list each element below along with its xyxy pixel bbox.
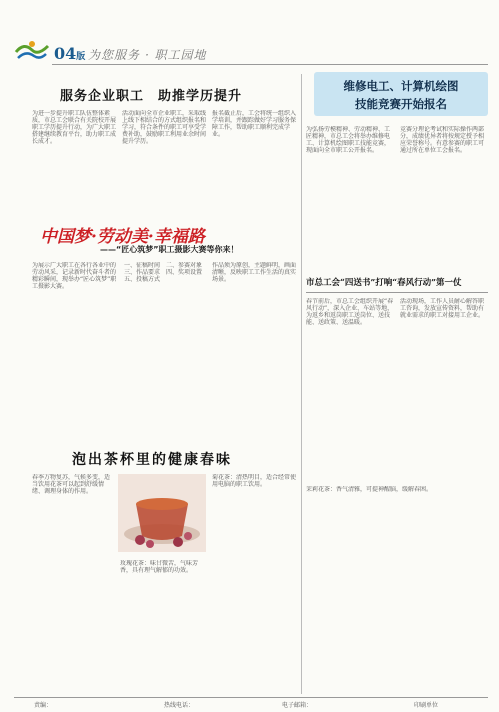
union-logo-icon: [14, 38, 50, 62]
education-text-b: 活动面向全市企业职工，采取线上线下相结合的方式组织报名和学习，符合条件的职工可享受学费补助，鼓励职工利用业余时间提升学历。: [122, 110, 207, 145]
dream-subhead: ——“匠心筑梦”职工摄影大赛等你来！: [100, 245, 239, 254]
headline-campaign: 市总工会“四送书”打响“春风行动”第一仗: [306, 278, 462, 288]
footer: [14, 700, 488, 710]
education-text-c: 报名截止后，工会将统一组织入学培训，并跟踪做好学习服务保障工作，帮助职工顺利完成学业。: [212, 110, 297, 138]
section-title: 为您服务 · 职工园地: [88, 48, 207, 62]
masthead: [0, 0, 499, 66]
headline-dream: 中国梦·劳动美·幸福路: [40, 227, 205, 247]
headline-contest-1: 维修电工、计算机绘图: [343, 79, 459, 93]
headline-contest-2: 技能竞赛开始报名: [355, 97, 447, 111]
contest-text-b: 竞赛分理论考试和实际操作两部分，成绩优异者将按规定授予相应荣誉称号。有意参赛的职工可通过所在单位工会报名。: [400, 126, 485, 154]
tea-text-a: 春季万物复苏，气候多变，适当饮用花茶可以起到舒缓情绪、调理身体的作用。: [32, 474, 111, 495]
campaign-rule: [306, 292, 488, 293]
dream-text-b: 一、征稿时间 二、参赛对象 三、作品要求 四、奖项设置 五、投稿方式: [124, 262, 208, 283]
column-rule: [301, 74, 302, 694]
dream-text-c: 作品须为原创，主题鲜明，画面清晰，反映职工工作生活的真实场景。: [212, 262, 296, 283]
education-text-a: 为进一步提升职工队伍整体素质，市总工会联合有关院校开展职工学历提升行动，为广大职工搭建继续教育平台，助力职工成长成才。: [32, 110, 117, 145]
contest-text-a: 为弘扬劳模精神、劳动精神、工匠精神，市总工会将举办维修电工、计算机绘图职工技能竞赛，现面向全市职工公开报名。: [306, 126, 391, 154]
dream-text-a: 为展示广大职工在各行各业中的劳动风采，记录新时代奋斗者的精彩瞬间，现举办“匠心筑梦”职工摄影大赛。: [32, 262, 117, 290]
page-number: 04版: [54, 44, 86, 63]
footer-hotline: 热线电话：: [164, 702, 195, 709]
campaign-text-a: 春节前后，市总工会组织开展“春风行动”，深入企业、车站等地，为返乡和返岗职工送岗位、送技能、送政策、送温暖。: [306, 298, 394, 326]
tea-text-c: 菊花茶：清热明目，适合经常使用电脑的职工饮用。: [212, 474, 297, 488]
headline-tea: 泡出茶杯里的健康春味: [72, 452, 232, 468]
tea-text-d: 茉莉花茶：香气清雅，可提神醒脑，缓解春困。: [306, 486, 433, 493]
campaign-text-b: 活动现场，工作人员耐心解答职工咨询，发放宣传资料，帮助有就业需求的职工对接用工企业。: [400, 298, 485, 319]
rose-tea-photo: [118, 474, 206, 552]
footer-printer: 印刷单位: [414, 702, 439, 709]
tea-text-b: 玫瑰花茶：味甘微苦，气味芳香，具有理气解郁的功效。: [120, 560, 199, 574]
footer-editor: 责编：: [34, 702, 53, 709]
headline-education: 服务企业职工 助推学历提升: [60, 89, 243, 104]
footer-email: 电子邮箱：: [282, 702, 313, 709]
masthead-rule: [52, 64, 488, 65]
footer-rule: [14, 697, 488, 698]
